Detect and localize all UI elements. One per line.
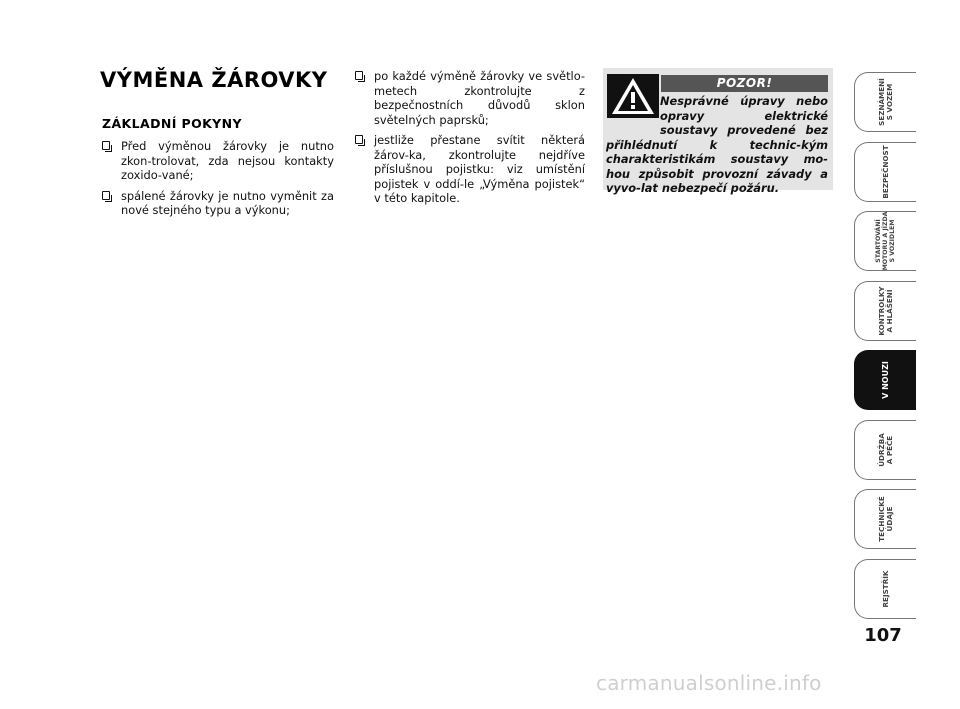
list-item-text: spálené žárovky je nutno vyměnit za nové stejného typu a výkonu; (121, 188, 334, 217)
list-item (102, 189, 334, 218)
list-item (355, 69, 585, 127)
tab-bezpecnost[interactable] (854, 142, 916, 202)
checkbox-bullet-icon (355, 71, 363, 80)
list-item-text: Před výměnou žárovky je nutno zkon-trolovat, zda nejsou kontakty zoxido-vané; (121, 139, 334, 182)
tab-rejstrik[interactable] (854, 559, 916, 619)
warning-text (606, 94, 828, 196)
chapter-tabs (854, 72, 918, 628)
list-item (355, 133, 585, 206)
warning-text-content: Nesprávné úpravy nebo opravy elektrické soustavy provedené bez přihlédnutí k technic-kým charakteristikám soustavy mo-hou způsobit provozní závady a vyvo-lat nebezpečí požáru. (606, 94, 828, 195)
left-column-list (102, 139, 334, 224)
middle-column-list (355, 69, 585, 212)
tab-label: STARTOVÁNÍ MOTORU A JÍZDA S VOZIDLEM (874, 211, 895, 271)
tab-label: KONTROLKY A HLÁŠENÍ (876, 285, 894, 336)
tab-label: REJSTŘÍK (880, 570, 890, 607)
tab-udrzba-a-pece[interactable] (854, 420, 916, 480)
tab-label: ÚDRŽBA A PÉČE (876, 432, 894, 467)
tab-kontrolky-a-hlaseni[interactable] (854, 281, 916, 341)
checkbox-bullet-icon (102, 141, 110, 150)
tab-label: V NOUZI (880, 361, 890, 399)
tab-v-nouzi[interactable] (854, 350, 916, 410)
warning-box (603, 68, 833, 195)
tab-technicke-udaje[interactable] (854, 489, 916, 549)
tab-startovani-motoru[interactable] (854, 211, 916, 271)
checkbox-bullet-icon (102, 191, 110, 200)
list-item-text: po každé výměně žárovky ve světlo-metech zkontrolujte z bezpečnostních důvodů sklon světelných paprsků; (374, 69, 585, 127)
page-title: VÝMĚNA ŽÁROVKY (100, 68, 328, 92)
warning-label: POZOR! (661, 75, 828, 92)
section-heading: ZÁKLADNÍ POKYNY (102, 116, 242, 131)
tab-label: SEZNÁMENÍ S VOZEM (876, 78, 894, 126)
list-item-text: jestliže přestane svítit některá žárov-ka, zkontrolujte nejdříve příslušnou pojistku: viz umístění pojistek v oddí-le „Výměna pojistek“ v této kapitole. (374, 133, 585, 205)
checkbox-bullet-icon (355, 135, 363, 144)
watermark: carmanualsonline.info (596, 671, 822, 695)
page-number: 107 (864, 625, 902, 646)
list-item (102, 139, 334, 183)
tab-seznameni-s-vozem[interactable] (854, 72, 916, 132)
tab-label: TECHNICKÉ ÚDAJE (876, 496, 894, 542)
tab-label: BEZPEČNOST (880, 144, 890, 199)
